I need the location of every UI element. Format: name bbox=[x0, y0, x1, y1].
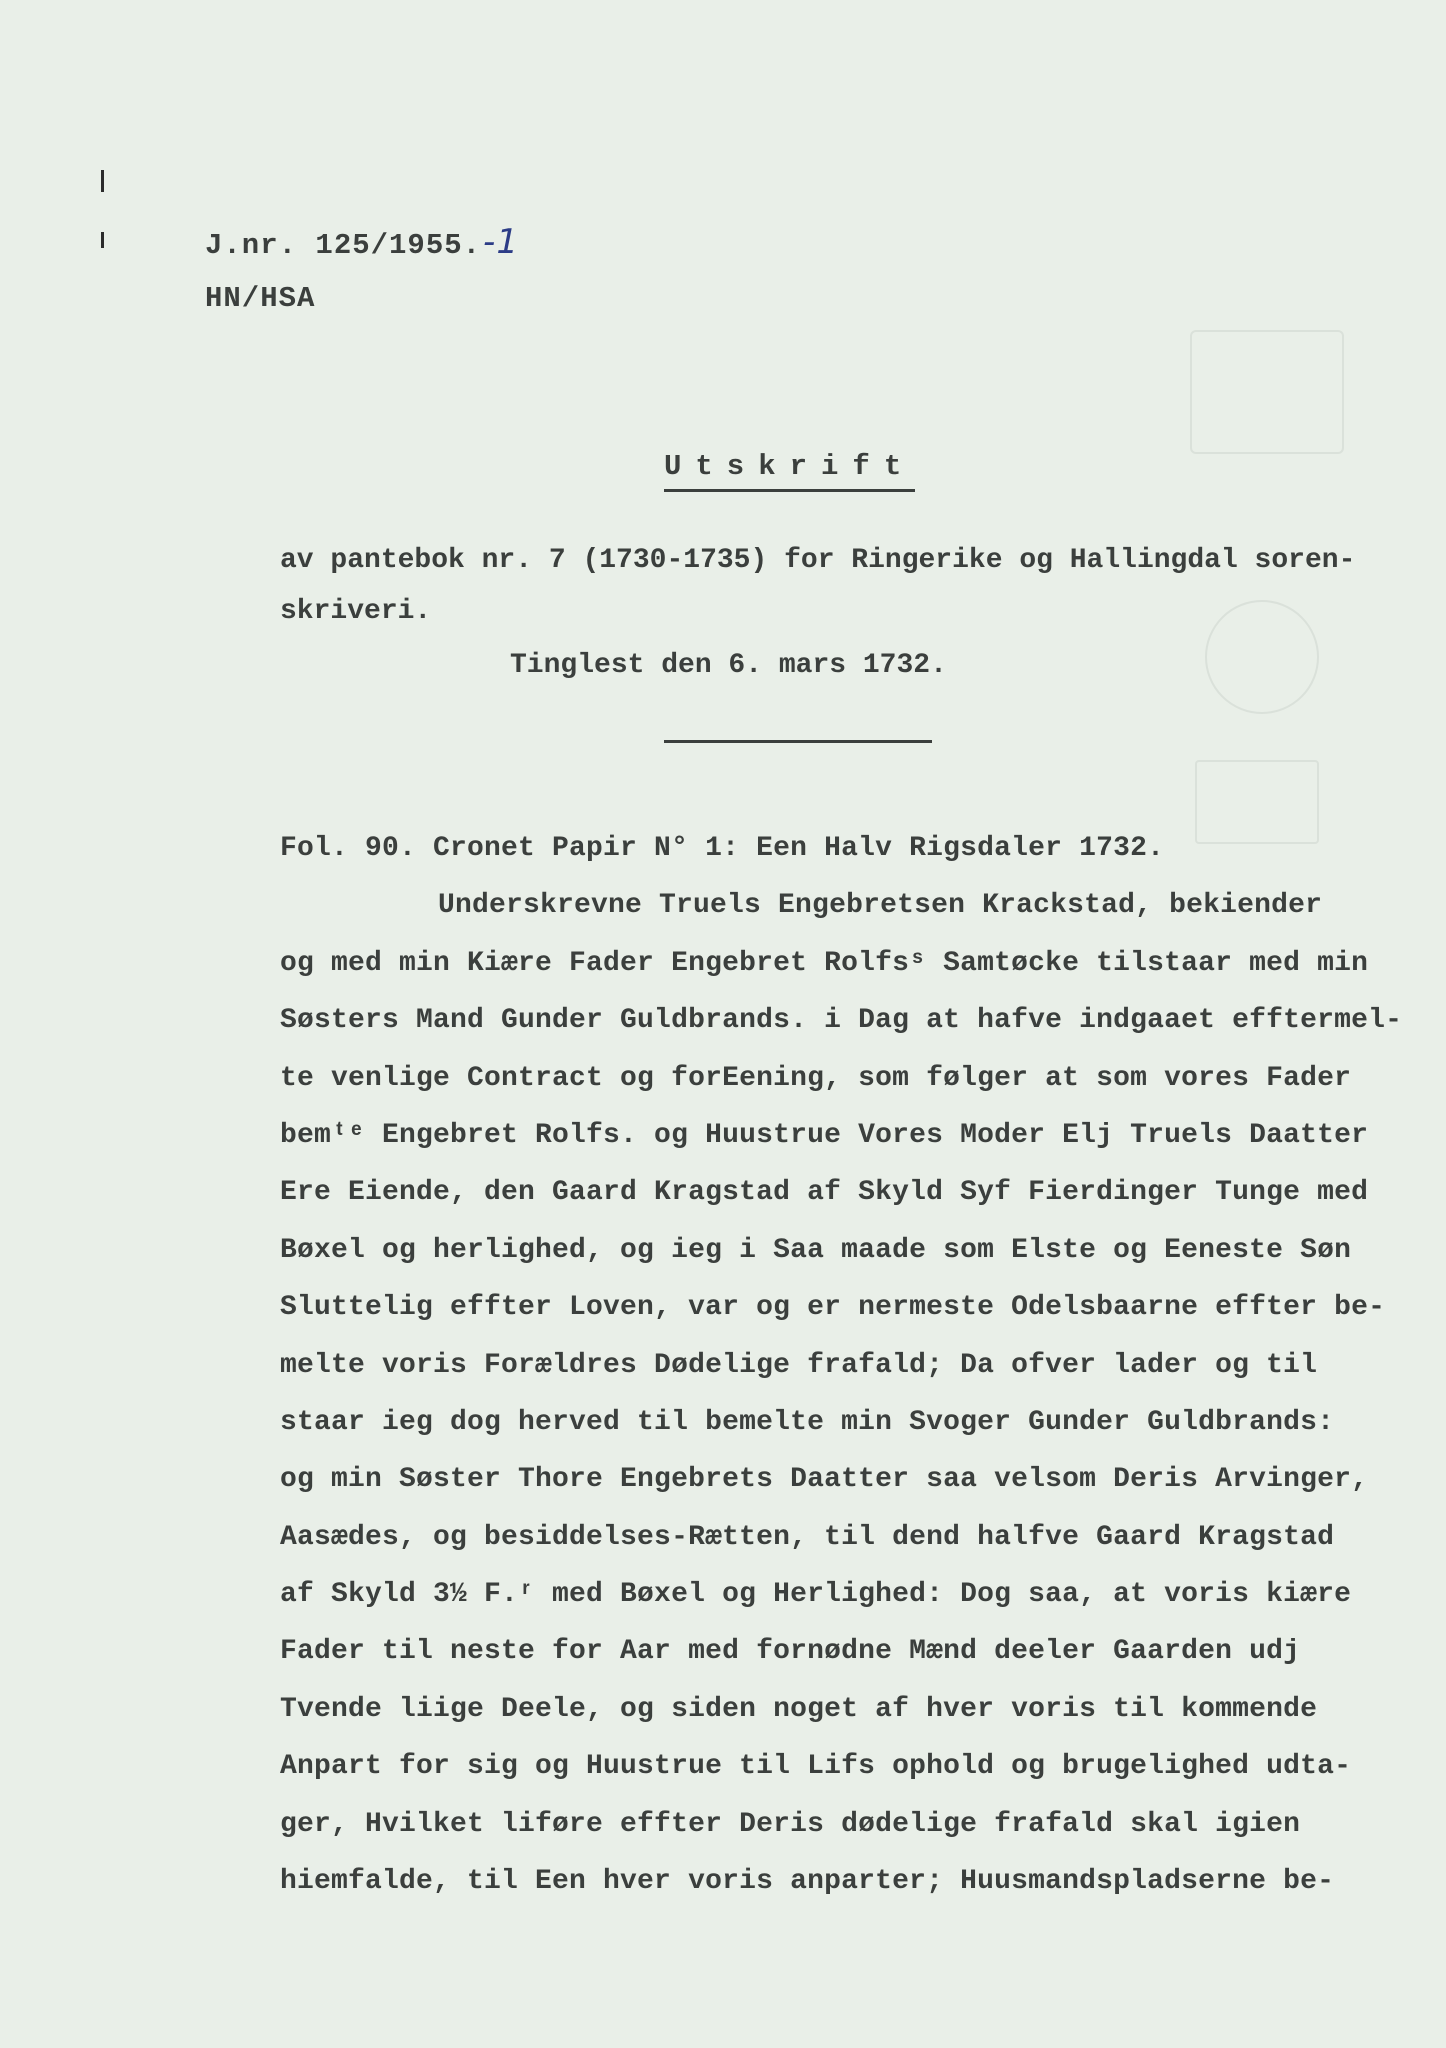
text-line: ger, Hvilket liføre effter Deris dødelige frafald skal igien bbox=[280, 1808, 1301, 1840]
registration-date: Tinglest den 6. mars 1732. bbox=[510, 650, 947, 681]
text-line: staar ieg dog herved til bemelte min Svoger Gunder Guldbrands: bbox=[280, 1406, 1335, 1438]
text-line: melte voris Forældres Dødelige frafald; Da ofver lader og til bbox=[280, 1349, 1318, 1381]
text-line: og min Søster Thore Engebrets Daatter saa velsom Deris Arvinger, bbox=[280, 1464, 1369, 1496]
text-line: Bøxel og herlighed, og ieg i Saa maade som Elste og Eeneste Søn bbox=[280, 1234, 1352, 1266]
text-line: Tvende liige Deele, og siden noget af hver voris til kommende bbox=[280, 1693, 1318, 1725]
document-title: Utskrift bbox=[664, 450, 915, 492]
faint-stamp-shape bbox=[1190, 330, 1344, 454]
text-line: Ere Eiende, den Gaard Kragstad af Skyld Syf Fierdinger Tunge med bbox=[280, 1177, 1369, 1209]
divider-rule bbox=[664, 740, 932, 743]
text-line: af Skyld 3½ F.ʳ med Bøxel og Herlighed: Dog saa, at voris kiære bbox=[280, 1579, 1352, 1611]
intro-line: av pantebok nr. 7 (1730-1735) for Ringerike og Hallingdal soren- bbox=[280, 545, 1356, 576]
journal-number-text: J.nr. 125/1955. bbox=[205, 229, 482, 262]
text-line: bemᵗᵉ Engebret Rolfs. og Huustrue Vores Moder Elj Truels Daatter bbox=[280, 1119, 1369, 1151]
text-line: Søsters Mand Gunder Guldbrands. i Dag at hafve indgaaet efftermel- bbox=[280, 1005, 1403, 1037]
margin-mark bbox=[101, 232, 104, 248]
text-line: Aasædes, og besiddelses-Rætten, til dend halfve Gaard Kragstad bbox=[280, 1521, 1335, 1553]
transcript-body bbox=[280, 820, 1415, 1910]
intro-line: skriveri. bbox=[280, 596, 432, 627]
journal-number bbox=[205, 222, 519, 262]
text-line: og med min Kiære Fader Engebret Rolfsˢ Samtøcke tilstaar med min bbox=[280, 947, 1369, 979]
journal-handwritten-suffix: -1 bbox=[483, 222, 519, 262]
text-line: Fader til neste for Aar med fornødne Mænd deeler Gaarden udj bbox=[280, 1636, 1301, 1668]
text-line: hiemfalde, til Een hver voris anparter; Huusmandspladserne be- bbox=[280, 1866, 1335, 1898]
initials: HN/HSA bbox=[205, 282, 316, 315]
text-line: Underskrevne Truels Engebretsen Krackstad, bekiender bbox=[438, 890, 1323, 922]
text-line: Anpart for sig og Huustrue til Lifs ophold og brugelighed udta- bbox=[280, 1751, 1352, 1783]
text-line: Sluttelig effter Loven, var og er nermeste Odelsbaarne effter be- bbox=[280, 1292, 1386, 1324]
text-line: te venlige Contract og forEening, som følger at som vores Fader bbox=[280, 1062, 1352, 1094]
margin-mark bbox=[101, 170, 104, 192]
text-line: Fol. 90. Cronet Papir N° 1: Een Halv Rigsdaler 1732. bbox=[280, 833, 1165, 864]
